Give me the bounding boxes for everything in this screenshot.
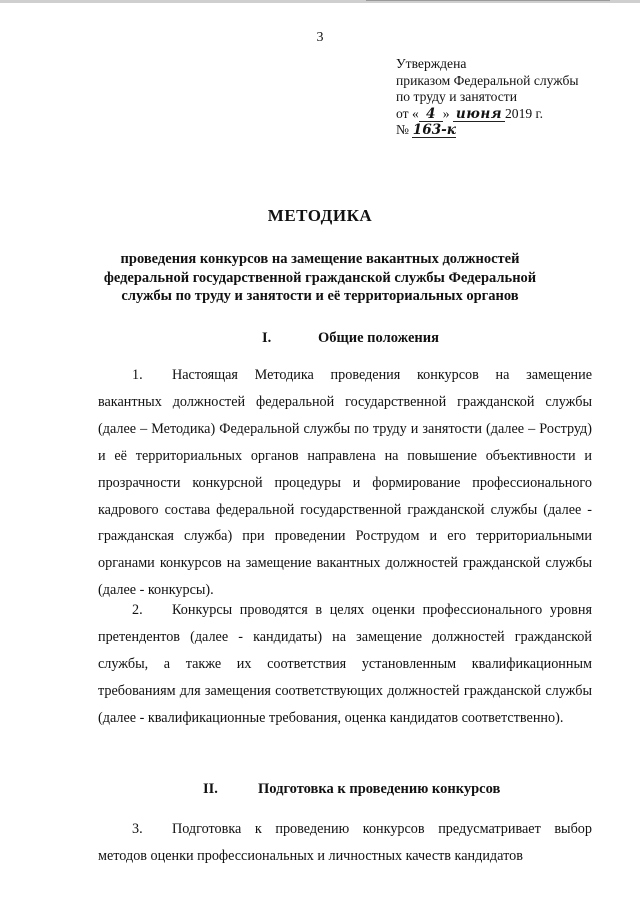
section-title: Подготовка к проведению конкурсов <box>258 781 501 797</box>
paragraph-number: 2. <box>132 602 143 618</box>
paragraph-3 <box>98 816 592 870</box>
approval-date-prefix: от « <box>396 105 419 121</box>
paragraph-text: Подготовка к проведению конкурсов предусматривает выбор методов оценки профессиональных и личностных качеств кандидатов <box>98 821 592 864</box>
approval-line-3: по труду и занятости <box>396 89 517 104</box>
approval-date <box>396 106 626 123</box>
section-title: Общие положения <box>318 330 439 346</box>
paragraph-1 <box>98 362 592 604</box>
approval-date-year: 2019 г. <box>504 105 543 121</box>
subtitle-line-1: проведения конкурсов на замещение вакантных должностей <box>120 251 520 267</box>
paragraph-text: Конкурсы проводятся в целях оценки профессионального уровня претендентов (далее - кандидаты) на замещение должностей гражданской службы, а также их соответствия установленным квалификационным требованиям для замещения соответствующих должностей гражданской службы (далее - квалификационные требования, оценка кандидатов соответственно). <box>98 602 592 726</box>
approval-number-value: 163-к <box>412 122 456 138</box>
section-number: II. <box>203 781 218 797</box>
document-subtitle <box>0 250 640 306</box>
approval-number-prefix: № <box>396 122 409 137</box>
subtitle-line-2: федеральной государственной гражданской службы Федеральной <box>103 269 537 286</box>
document-title: МЕТОДИКА <box>267 206 373 225</box>
section-number: I. <box>262 330 272 346</box>
approval-line-1: Утверждена <box>396 56 467 71</box>
approval-block <box>396 56 626 139</box>
paragraph-2 <box>98 597 592 732</box>
page-number: 3 <box>316 30 324 45</box>
approval-date-mid: » <box>442 105 450 121</box>
paragraph-number: 3. <box>132 821 143 837</box>
approval-date-day: 4 <box>419 107 443 122</box>
paragraph-number: 1. <box>132 367 143 383</box>
paragraph-text: Настоящая Методика проведения конкурсов на замещение вакантных должностей федеральной государственной гражданской службы (далее – Методика) Федеральной службы по труду и занятости (далее – Роструд) и её территориальных органов направлена на повышение объективности и прозрачности конкурсной процедуры и формирование профессионального кадрового состава федеральной государственной гражданской службы (далее - гражданская служба) при проведении Рострудом и его территориальными органами конкурсов на замещение вакантных должностей гражданской службы (далее - конкурсы). <box>98 367 592 599</box>
approval-number <box>396 122 626 139</box>
approval-date-month: июня <box>453 107 505 122</box>
approval-line-2: приказом Федеральной службы <box>396 72 579 88</box>
subtitle-line-3: службы по труду и занятости и её территориальных органов <box>121 288 519 304</box>
scan-artifact-line <box>366 0 610 1</box>
